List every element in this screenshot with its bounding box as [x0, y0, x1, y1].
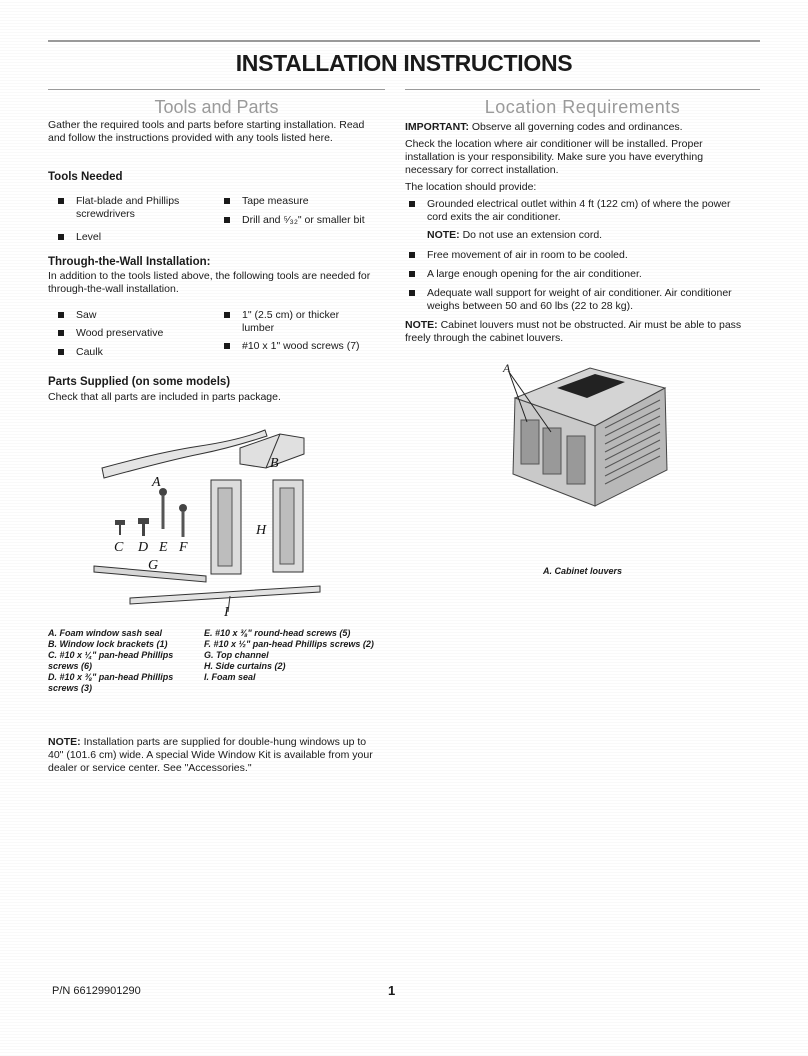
legend-item: A. Foam window sash seal — [48, 628, 163, 638]
legend-item: C. #10 x ¼" pan-head Phillips screws (6) — [48, 650, 174, 671]
requirement-item: Free movement of air in room to be cooled. — [407, 249, 747, 262]
tool-item: Tape measure — [222, 195, 392, 208]
diagram-label: F — [179, 540, 188, 555]
requirement-item: A large enough opening for the air conditioner. — [407, 268, 747, 281]
top-rule — [48, 40, 760, 42]
important-text: Observe all governing codes and ordinances. — [471, 121, 683, 133]
note-label: NOTE: — [427, 229, 460, 241]
louver-note — [405, 319, 745, 345]
location-provide-text: The location should provide: — [405, 181, 537, 193]
through-wall-heading: Through-the-Wall Installation: — [48, 256, 211, 268]
parts-supplied-heading: Parts Supplied (on some models) — [48, 376, 231, 388]
screw-c-shape — [115, 520, 125, 535]
through-wall-intro: In addition to the tools listed above, the following tools are needed for through-the-wall installation. — [48, 270, 371, 295]
legend-item: G. Top channel — [204, 650, 269, 660]
foam-seal-shape — [130, 586, 320, 604]
diagram-label: D — [138, 540, 149, 555]
title-rule-left — [48, 89, 385, 90]
wall-tool-item: #10 x 1" wood screws (7) — [222, 340, 392, 353]
note-text: Do not use an extension cord. — [462, 229, 603, 241]
diagram-label: I — [224, 605, 229, 620]
screw-f-shape — [179, 504, 187, 537]
tools-parts-heading: Tools and Parts — [154, 97, 279, 117]
tool-item: Drill and ⁵⁄₃₂" or smaller bit — [222, 214, 402, 227]
diagram-label: A — [152, 475, 161, 490]
page-number: 1 — [388, 983, 396, 998]
parts-legend-left — [48, 628, 198, 694]
screw-e-shape — [159, 488, 167, 529]
title-rule-right — [405, 89, 760, 90]
legend-item: E. #10 x ⅜" round-head screws (5) — [204, 628, 351, 638]
important-label: IMPORTANT: — [405, 121, 469, 133]
legend-item: H. Side curtains (2) — [204, 661, 286, 671]
check-location-text: Check the location where air conditioner will be installed. Proper installation is your responsibility. Make sure you have everything necessary for correct installation. — [405, 138, 704, 176]
diagram-label: H — [256, 523, 267, 538]
legend-item: B. Window lock brackets (1) — [48, 639, 168, 649]
wall-tool-item: Wood preservative — [56, 327, 226, 340]
parts-diagram — [90, 420, 330, 620]
louver-caption: A. Cabinet louvers — [542, 566, 623, 576]
parts-legend-right — [204, 628, 374, 683]
diagram-label: G — [148, 558, 159, 573]
wall-tool-item: 1" (2.5 cm) or thicker lumber — [222, 309, 372, 334]
note-label: NOTE: — [405, 319, 438, 331]
diagram-label: E — [159, 540, 168, 555]
extension-cord-note — [427, 229, 727, 242]
location-requirements-heading: Location Requirements — [484, 97, 681, 117]
important-notice — [405, 121, 745, 134]
parts-intro: Check that all parts are included in parts package. — [48, 391, 281, 403]
wall-tool-item: Caulk — [56, 346, 216, 359]
note-text: Installation parts are supplied for double-hung windows up to 40" (101.6 cm) wide. A special Wide Window Kit is available from your dealer or service center. See "Accessories." — [48, 736, 373, 774]
legend-item: D. #10 x ⅜" pan-head Phillips screws (3) — [48, 672, 174, 693]
legend-item: I. Foam seal — [204, 672, 256, 682]
page-title: INSTALLATION INSTRUCTIONS — [235, 50, 573, 76]
tool-item: Level — [56, 231, 226, 244]
tools-intro: Gather the required tools and parts before starting installation. Read and follow the instructions provided with any tools listed here. — [48, 119, 365, 144]
requirement-item: Adequate wall support for weight of air conditioner. Air conditioner weighs between 50 and 60 lbs (22 to 28 kg). — [407, 287, 749, 312]
air-conditioner-illustration — [495, 358, 675, 518]
tool-item: Flat-blade and Phillips screwdrivers — [56, 195, 226, 220]
tools-needed-heading: Tools Needed — [48, 171, 123, 183]
installation-parts-note — [48, 736, 380, 775]
wall-tool-item: Saw — [56, 309, 216, 322]
diagram-label: C — [114, 540, 124, 555]
note-text: Cabinet louvers must not be obstructed. Air must be able to pass freely through the cabinet louvers. — [405, 319, 742, 344]
screw-d-shape — [138, 518, 149, 536]
part-number: P/N 66129901290 — [52, 985, 141, 997]
diagram-label: B — [270, 456, 279, 471]
note-label: NOTE: — [48, 736, 81, 748]
requirement-item: Grounded electrical outlet within 4 ft (122 cm) of where the power cord exits the air conditioner. — [407, 198, 747, 223]
louver-callout-label: A — [503, 361, 511, 375]
legend-item: F. #10 x ½" pan-head Phillips screws (2) — [204, 639, 374, 649]
